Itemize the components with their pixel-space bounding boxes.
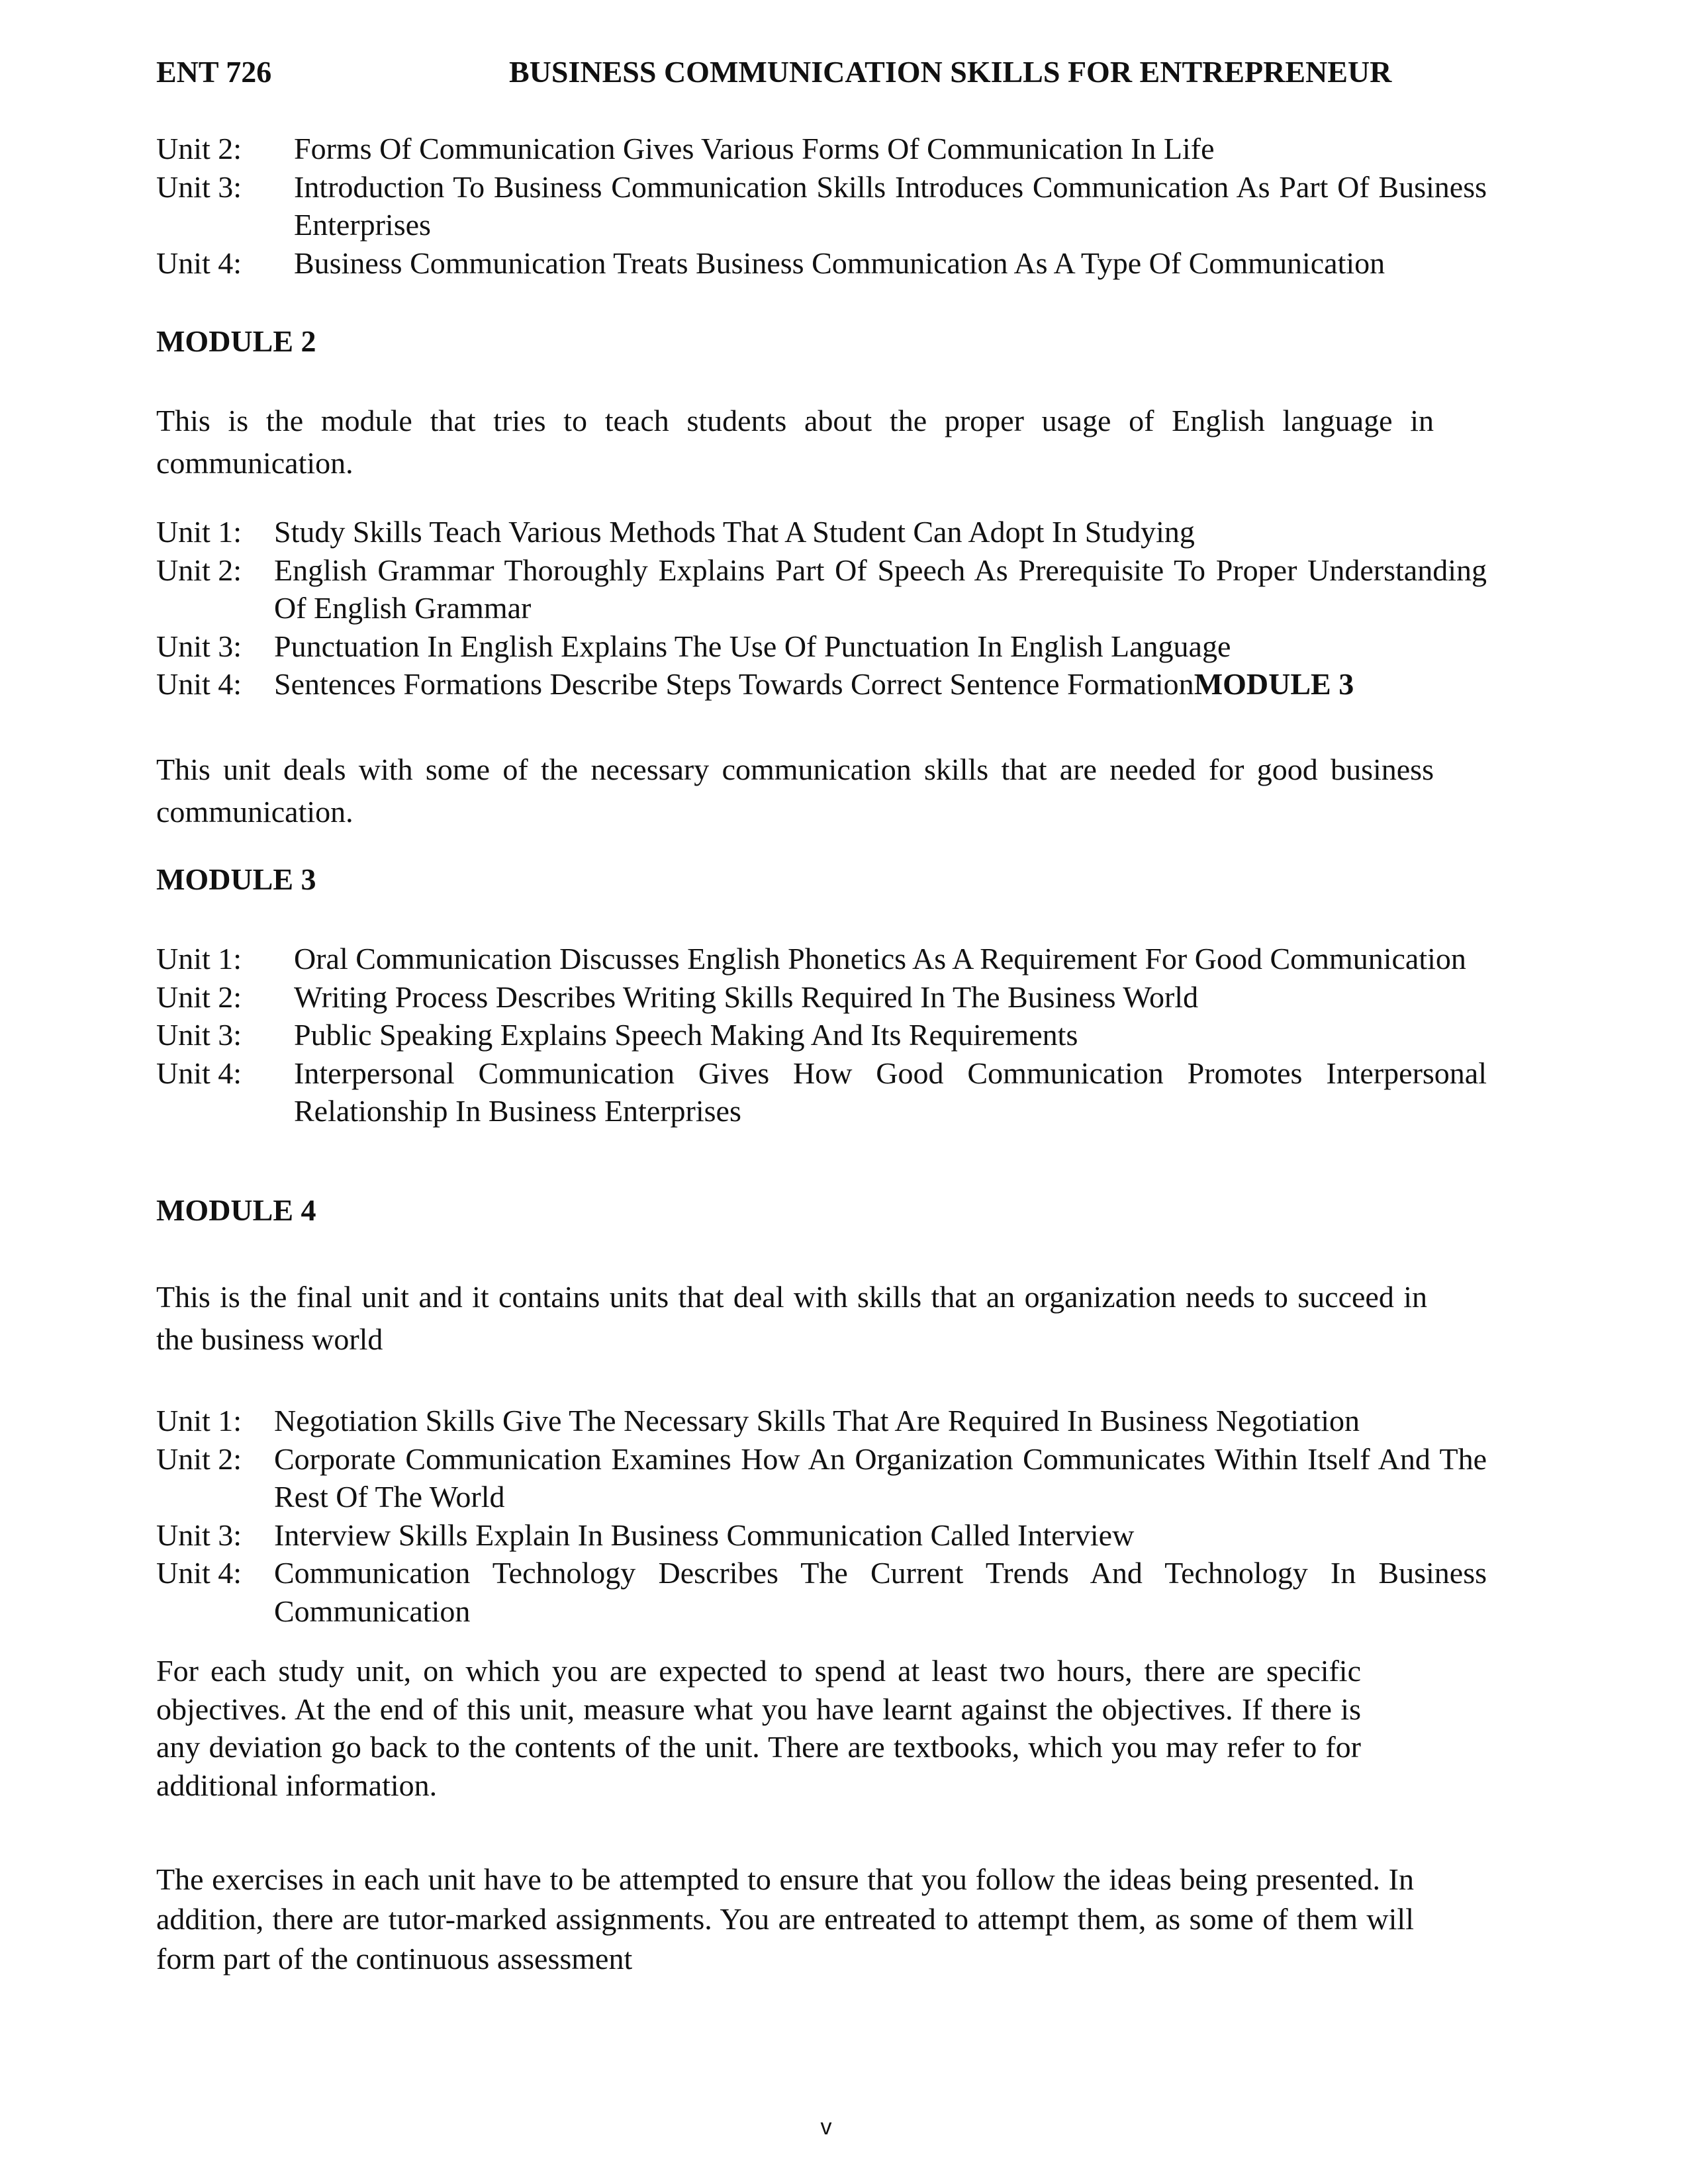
unit-label: Unit 2: bbox=[156, 1441, 242, 1476]
unit-description-wrap bbox=[274, 665, 1487, 704]
running-header bbox=[156, 54, 1487, 101]
list-item bbox=[156, 1554, 1487, 1630]
unit-label: Unit 4: bbox=[156, 246, 242, 280]
unit-description: Business Communication Treats Business Communication As A Type Of Communication bbox=[294, 246, 1385, 280]
module2-outro: This unit deals with some of the necessary communication skills that are needed for good business communication. bbox=[156, 752, 1434, 829]
list-item bbox=[156, 1016, 1487, 1054]
unit-label: Unit 3: bbox=[156, 1518, 242, 1552]
unit-label: Unit 3: bbox=[156, 1018, 242, 1052]
module2-unit-list bbox=[156, 513, 1487, 704]
unit-description: Writing Process Describes Writing Skills Required In The Business World bbox=[294, 979, 1199, 1014]
unit-description: Corporate Communication Examines How An Organization Communicates Within Itself And The Rest Of The World bbox=[274, 1441, 1487, 1514]
module4-heading: MODULE 4 bbox=[156, 1193, 316, 1227]
list-item bbox=[156, 978, 1487, 1017]
inline-module-heading: MODULE 3 bbox=[1194, 667, 1354, 701]
unit-label: Unit 1: bbox=[156, 942, 242, 976]
unit-label: Unit 2: bbox=[156, 553, 242, 587]
module2-intro: This is the module that tries to teach students about the proper usage of English language in communication. bbox=[156, 404, 1434, 480]
list-item bbox=[156, 940, 1487, 978]
list-item bbox=[156, 665, 1487, 704]
unit-description: Introduction To Business Communication Skills Introduces Communication As Part Of Business Enterprises bbox=[294, 169, 1487, 242]
list-item bbox=[156, 168, 1487, 244]
unit-description: Interview Skills Explain In Business Communication Called Interview bbox=[274, 1518, 1135, 1552]
unit-label: Unit 1: bbox=[156, 1404, 242, 1437]
list-item bbox=[156, 551, 1487, 627]
list-item bbox=[156, 627, 1487, 666]
unit-label: Unit 3: bbox=[156, 629, 242, 663]
list-item bbox=[156, 130, 1487, 168]
module3-heading: MODULE 3 bbox=[156, 862, 316, 896]
closing-paragraph-1: For each study unit, on which you are expected to spend at least two hours, there are specific objectives. At the end of this unit, measure what you have learnt against the objectives. If there is any deviation go back to the contents of the unit. There are textbooks, which you may refer to for additional information. bbox=[156, 1654, 1361, 1802]
unit-description: English Grammar Thoroughly Explains Part Of Speech As Prerequisite To Proper Understanding Of English Grammar bbox=[274, 553, 1487, 625]
unit-label: Unit 2: bbox=[156, 979, 242, 1014]
unit-description: Interpersonal Communication Gives How Good Communication Promotes Interpersonal Relationship In Business Enterprises bbox=[294, 1056, 1487, 1128]
course-title: BUSINESS COMMUNICATION SKILLS FOR ENTREPRENEUR bbox=[509, 55, 1392, 89]
list-item bbox=[156, 1440, 1487, 1516]
unit-label: Unit 4: bbox=[156, 667, 242, 701]
module1-unit-list bbox=[156, 130, 1487, 282]
unit-description: Oral Communication Discusses English Phonetics As A Requirement For Good Communication bbox=[294, 942, 1466, 976]
unit-label: Unit 1: bbox=[156, 515, 242, 549]
unit-description: Negotiation Skills Give The Necessary Skills That Are Required In Business Negotiation bbox=[274, 1404, 1360, 1437]
page-number: v bbox=[820, 2115, 832, 2140]
unit-description: Communication Technology Describes The Current Trends And Technology In Business Communication bbox=[274, 1556, 1487, 1628]
list-item bbox=[156, 1402, 1487, 1440]
list-item bbox=[156, 1516, 1487, 1555]
course-code: ENT 726 bbox=[156, 55, 272, 89]
module4-intro: This is the final unit and it contains units that deal with skills that an organization needs to succeed in the business world bbox=[156, 1280, 1427, 1356]
unit-description: Sentences Formations Describe Steps Towards Correct Sentence Formation bbox=[274, 667, 1194, 701]
list-item bbox=[156, 244, 1487, 283]
unit-label: Unit 3: bbox=[156, 169, 242, 204]
list-item bbox=[156, 1054, 1487, 1130]
unit-label: Unit 4: bbox=[156, 1556, 242, 1590]
unit-description: Study Skills Teach Various Methods That A Student Can Adopt In Studying bbox=[274, 515, 1195, 549]
list-item bbox=[156, 513, 1487, 551]
module3-unit-list bbox=[156, 940, 1487, 1130]
module2-heading: MODULE 2 bbox=[156, 324, 316, 358]
unit-description: Forms Of Communication Gives Various Forms Of Communication In Life bbox=[294, 132, 1215, 165]
unit-label: Unit 2: bbox=[156, 132, 242, 165]
module4-unit-list bbox=[156, 1402, 1487, 1630]
unit-label: Unit 4: bbox=[156, 1056, 242, 1090]
unit-description: Punctuation In English Explains The Use Of Punctuation In English Language bbox=[274, 629, 1231, 663]
closing-paragraph-2: The exercises in each unit have to be attempted to ensure that you follow the ideas being presented. In addition, there are tutor-marked assignments. You are entreated to attempt them, as some of them will form part of the continuous assessment bbox=[156, 1862, 1414, 1976]
unit-description: Public Speaking Explains Speech Making And Its Requirements bbox=[294, 1018, 1078, 1052]
